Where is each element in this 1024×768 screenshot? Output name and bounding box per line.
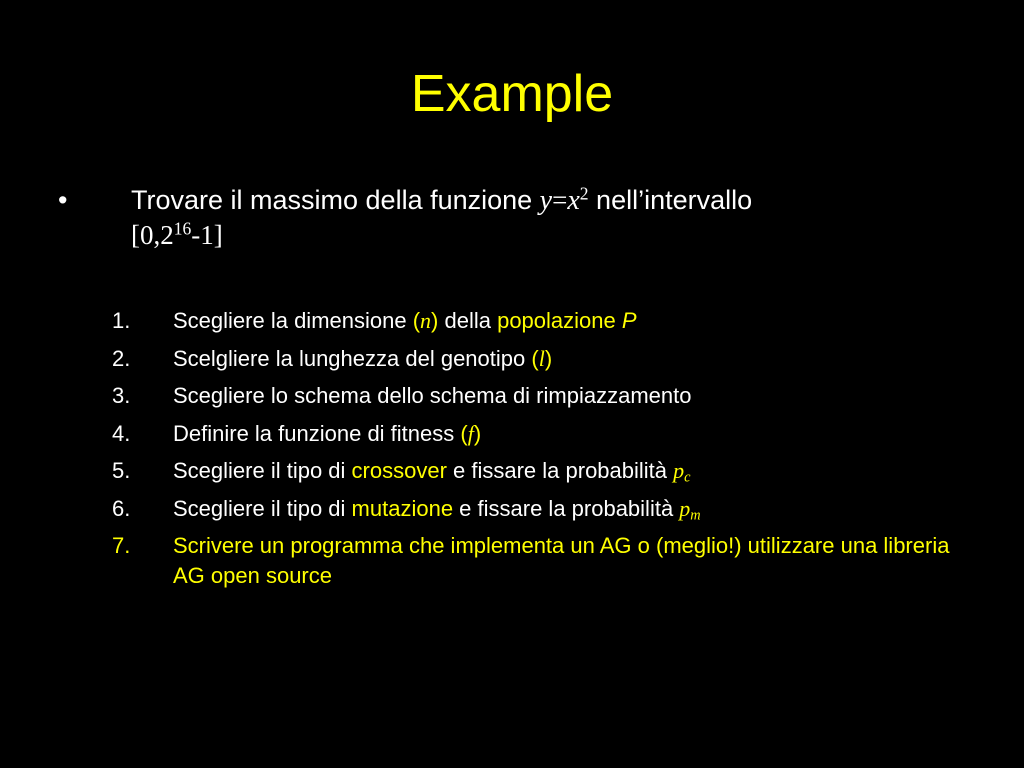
list-item [112, 377, 972, 415]
bullet-text-after: nell’intervallo [588, 185, 753, 215]
step-text: e fissare la probabilità [446, 458, 674, 483]
function-equals: = [552, 185, 568, 215]
bullet-text-before: Trovare il massimo della funzione [131, 185, 540, 215]
list-item [112, 302, 972, 340]
paren-close: ) [431, 308, 439, 333]
step-text: Scegliere il tipo di [173, 495, 352, 521]
steps-list [112, 302, 972, 591]
step-text: della [438, 308, 498, 333]
paren-open: ( [460, 420, 468, 446]
interval-exponent: 16 [173, 218, 192, 239]
subscript-c: c [684, 469, 691, 486]
bullet-mark: • [58, 185, 68, 215]
step-number: 3. [112, 383, 131, 408]
paren-close: ) [544, 345, 553, 371]
interval-close: -1] [191, 220, 223, 250]
symbol-p: P [621, 308, 637, 333]
symbol-p: p [679, 495, 691, 521]
paren-open: ( [531, 345, 539, 371]
step-number: 2. [112, 345, 131, 371]
subscript-m: m [690, 507, 701, 524]
slide-title: Example [410, 65, 614, 123]
step-number: 1. [112, 308, 131, 333]
step-text: Definire la funzione di fitness [173, 420, 461, 446]
symbol-p: p [673, 458, 685, 483]
term-crossover: crossover [351, 458, 447, 483]
step-text: Scegliere lo schema dello schema di rimpiazzamento [173, 383, 692, 408]
term-mutazione: mutazione [351, 495, 454, 521]
paren-close: ) [473, 420, 482, 446]
step-text: Scelgliere la lunghezza del genotipo [173, 345, 532, 371]
list-item [112, 490, 972, 528]
list-item [112, 340, 972, 378]
symbol-f: f [467, 420, 474, 446]
step-text: Scegliere il tipo di [173, 458, 352, 483]
step-text: Scrivere un programma che implementa un AG o (meglio!) utilizzare una libreria AG open source [173, 533, 950, 588]
function-exponent: 2 [579, 183, 589, 204]
step-text: Scegliere la dimensione [173, 308, 413, 333]
symbol-l: l [538, 345, 545, 371]
step-number: 7. [112, 533, 131, 558]
step-number: 4. [112, 420, 131, 446]
step-text: e fissare la probabilità [453, 495, 680, 521]
list-item [112, 527, 972, 591]
function-x: x [567, 185, 580, 216]
function-y: y [539, 185, 553, 216]
bullet-text [131, 183, 961, 252]
symbol-n: n [420, 308, 432, 333]
step-number: 6. [112, 495, 131, 521]
step-number: 5. [112, 458, 131, 483]
list-item [112, 452, 972, 490]
term-popolazione: popolazione [497, 308, 616, 333]
paren-open: ( [412, 308, 421, 333]
list-item [112, 415, 972, 453]
interval-open: [0,2 [131, 220, 174, 250]
